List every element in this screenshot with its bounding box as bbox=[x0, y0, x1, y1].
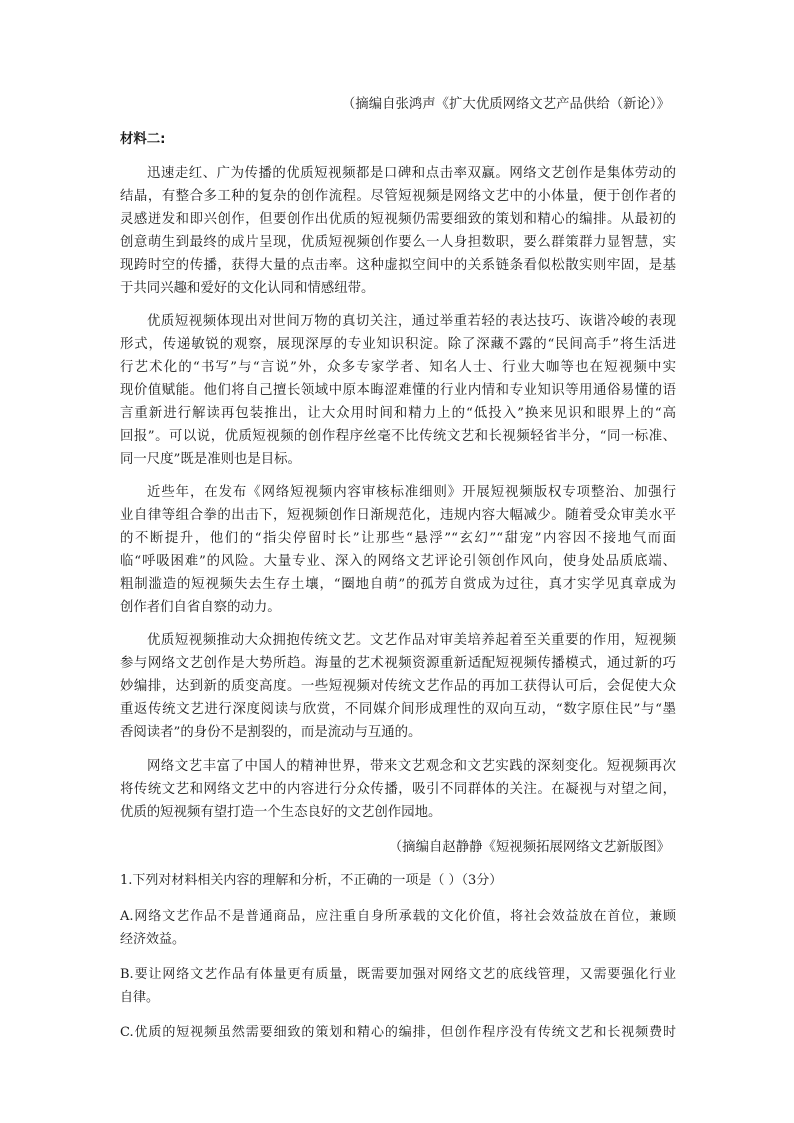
paragraph-line: 言重新进行解读再包装推出，让大众用时间和精力上的“低投入”换来见识和眼界上的“高 bbox=[120, 406, 676, 421]
paragraph-line: 的不断提升，他们的“指尖停留时长”让那些“悬浮”“玄幻”“甜宠”内容因不接地气而面 bbox=[120, 531, 676, 546]
paragraph-line: 行艺术化的“书写”与“言说”外，众多专家学者、知名人士、行业大咖等也在短视频中实 bbox=[120, 360, 676, 375]
paragraph-line: 回报”。可以说，优质短视频的创作程序丝毫不比传统文艺和长视频轻省半分，“同一标准、 bbox=[120, 429, 676, 444]
option-line: B.要让网络文艺作品有体量更有质量，既需要加强对网络文艺的底线管理，又需要强化行业 bbox=[120, 967, 676, 982]
paragraph-line: 重返传统文艺进行深度阅读与欣赏，不同媒介间形成理性的双向互动，“数字原住民”与“墨 bbox=[120, 702, 676, 717]
paragraph-line: 结晶，有整合多工种的复杂的创作流程。尽管短视频是网络文艺中的小体量，便于创作者的 bbox=[120, 189, 676, 204]
paragraph-line: 迅速走红、广为传播的优质短视频都是口碑和点击率双赢。网络文艺创作是集体劳动的 bbox=[147, 166, 676, 181]
material-2-heading: 材料二: bbox=[120, 132, 166, 147]
paragraph-line: 网络文艺丰富了中国人的精神世界，带来文艺观念和文艺实践的深刻变化。短视频再次 bbox=[147, 759, 676, 774]
paragraph-line: 将传统文艺和网络文艺中的内容进行分众传播，吸引不同群体的关注。在凝视与对望之间， bbox=[120, 782, 676, 797]
paragraph-line: 同一尺度”既是准则也是目标。 bbox=[120, 452, 301, 467]
paragraph-line: 现价值赋能。他们将自己擅长领域中原本晦涩难懂的行业内情和专业知识等用通俗易懂的语 bbox=[120, 383, 676, 398]
paragraph-line: 形式，传递敏锐的观察，展现深厚的专业知识积淀。除了深藏不露的“民间高手”将生活进 bbox=[120, 337, 676, 352]
question-1: 1.下列对材料相关内容的理解和分析，不正确的一项是（ ）（3分） bbox=[120, 873, 503, 888]
source-citation-1: （摘编自张鸿声《扩大优质网络文艺产品供给（新论）》 bbox=[341, 97, 670, 112]
paragraph-line: 于共同兴趣和爱好的文化认同和情感纽带。 bbox=[120, 281, 375, 296]
paragraph-line: 现跨时空的传播，获得大量的点击率。这种虚拟空间中的关系链条看似松散实则牢固，是基 bbox=[120, 258, 676, 273]
paragraph-line: 近些年，在发布《网络短视频内容审核标准细则》开展短视频版权专项整治、加强行 bbox=[147, 485, 676, 500]
option-line: C.优质的短视频虽然需要细致的策划和精心的编排，但创作程序没有传统文艺和长视频费时 bbox=[120, 1025, 676, 1040]
paragraph-line: 业自律等组合拳的出击下，短视频创作日渐规范化，违规内容大幅减少。随着受众审美水平 bbox=[120, 508, 676, 523]
paragraph-line: 妙编排，达到新的质变高度。一些短视频对传统文艺作品的再加工获得认可后，会促使大众 bbox=[120, 679, 676, 694]
paragraph-line: 粗制滥造的短视频失去生存土壤，“圈地自萌”的孤芳自赏成为过往，真才实学见真章成为 bbox=[120, 577, 676, 592]
paragraph-line: 创作者们自省自察的动力。 bbox=[120, 600, 281, 615]
option-line: 经济效益。 bbox=[120, 932, 186, 947]
paragraph-line: 灵感迸发和即兴创作，但要创作出优质的短视频仍需要细致的策划和精心的编排。从最初的 bbox=[120, 212, 676, 227]
paragraph-line: 香阅读者”的身份不是割裂的，而是流动与互通的。 bbox=[120, 725, 422, 740]
paragraph-line: 参与网络文艺创作是大势所趋。海量的艺术视频资源重新适配短视频传播模式，通过新的巧 bbox=[120, 656, 676, 671]
option-line: A.网络文艺作品不是普通商品，应注重自身所承载的文化价值，将社会效益放在首位，兼顾 bbox=[120, 909, 676, 924]
source-citation-2: （摘编自赵静静《短视频拓展网络文艺新版图》 bbox=[388, 840, 670, 855]
option-line: 自律。 bbox=[120, 990, 160, 1005]
paragraph-line: 优质短视频体现出对世间万物的真切关注，通过举重若轻的表达技巧、诙谐冷峻的表现 bbox=[147, 314, 676, 329]
paragraph-line: 创意萌生到最终的成片呈现，优质短视频创作要么一人身担数职，要么群策群力显智慧，实 bbox=[120, 235, 676, 250]
paragraph-line: 临“呼吸困难”的风险。大量专业、深入的网络文艺评论引领创作风向，使身处品质底端、 bbox=[120, 554, 676, 569]
paragraph-line: 优质短视频推动大众拥抱传统文艺。文艺作品对审美培养起着至关重要的作用，短视频 bbox=[147, 633, 676, 648]
paragraph-line: 优质的短视频有望打造一个生态良好的文艺创作园地。 bbox=[120, 805, 442, 820]
